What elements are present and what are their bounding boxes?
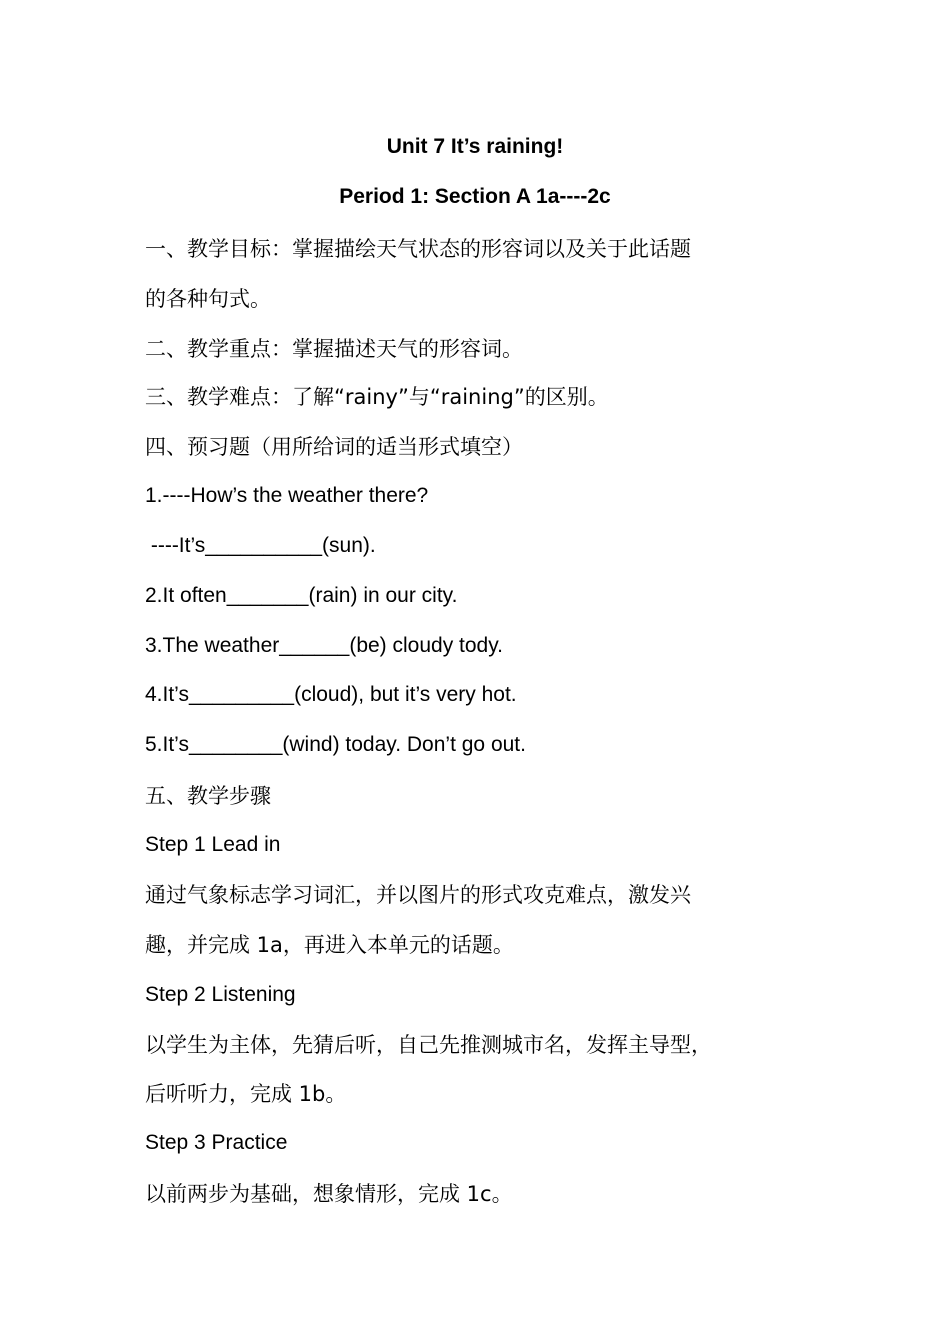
step-3-title: Step 3 Practice xyxy=(145,1131,288,1154)
exercise-1-answer: ----It’s__________(sun). xyxy=(145,534,376,557)
preview-heading: 四、预习题（用所给词的适当形式填空） xyxy=(145,435,523,459)
step-2-line-1: 以学生为主体，先猜后听，自己先推测城市名，发挥主导型， xyxy=(145,1033,712,1057)
exercise-4: 4.It’s_________(cloud), but it’s very hot. xyxy=(145,683,517,706)
step-1-title: Step 1 Lead in xyxy=(145,833,281,856)
step-1-line-2: 趣，并完成 1a，再进入本单元的话题。 xyxy=(145,933,514,957)
exercise-2: 2.It often_______(rain) in our city. xyxy=(145,584,458,607)
exercise-1-question: 1.----How’s the weather there? xyxy=(145,484,429,507)
difficulty: 三、教学难点：了解“rainy”与“raining”的区别。 xyxy=(145,385,609,409)
step-3-line-1: 以前两步为基础，想象情形，完成 1c。 xyxy=(145,1182,513,1206)
key-point: 二、教学重点：掌握描述天气的形容词。 xyxy=(145,337,523,361)
step-1-line-1: 通过气象标志学习词汇，并以图片的形式攻克难点，激发兴 xyxy=(145,883,691,907)
exercise-3: 3.The weather______(be) cloudy tody. xyxy=(145,634,504,657)
step-2-line-2: 后听听力，完成 1b。 xyxy=(145,1082,347,1106)
document-title: Unit 7 It’s raining! xyxy=(386,135,564,158)
objectives-line-1: 一、教学目标：掌握描绘天气状态的形容词以及关于此话题 xyxy=(145,237,691,261)
exercise-5: 5.It’s________(wind) today. Don’t go out. xyxy=(145,733,526,756)
document-subtitle: Period 1: Section A 1a----2c xyxy=(339,185,611,208)
steps-heading: 五、教学步骤 xyxy=(145,784,271,808)
step-2-title: Step 2 Listening xyxy=(145,983,296,1006)
objectives-line-2: 的各种句式。 xyxy=(145,287,271,311)
